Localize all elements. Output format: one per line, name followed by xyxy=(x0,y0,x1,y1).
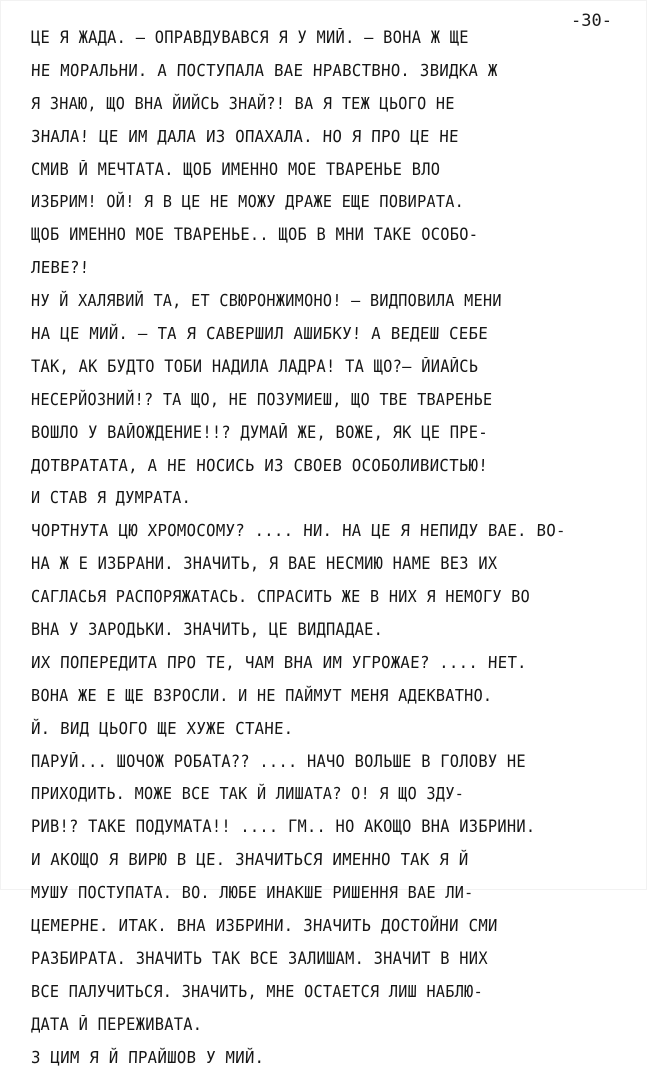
text-line: ВОШЛО У ВАЙОЖДЕНИЕ!!? ДУМАЙ ЖЕ, ВОЖЕ, ЯК ЦЕ ПРЕ- xyxy=(31,422,488,442)
text-line: СМИВ Й МЕЧТАТА. ЩОБ ИМЕННО МОЕ ТВАРЕНЬЕ ВЛО xyxy=(31,159,441,179)
text-line: НА Ж Е ИЗБРАНИ. ЗНАЧИТЬ, Я ВАЕ НЕСМИЮ НАМЕ ВЕЗ ИХ xyxy=(31,554,498,574)
text-line: И АКОЩО Я ВИРЮ В ЦЕ. ЗНАЧИТЬСЯ ИМЕННО ТАК Я Й xyxy=(30,850,469,870)
text-line: ЦЕ Я ЖАДА. — ОПРАВДУВАВСЯ Я У МИЙ. — ВОНА Ж ЩЕ xyxy=(31,28,469,47)
text-line: Й. ВИД ЦЬОГО ЩЕ ХУЖЕ СТАНЕ. xyxy=(30,718,294,738)
text-line: ПРИХОДИТЬ. МОЖЕ ВСЕ ТАК Й ЛИШАТА? О! Я ЩО ЗДУ- xyxy=(30,784,465,804)
text-line: НА ЦЕ МИЙ. — ТА Я САВЕРШИЛ АШИБКУ! А ВЕДЕШ СЕБЕ xyxy=(30,324,489,344)
text-line: ТАК, АК БУДТО ТОБИ НАДИЛА ЛАДРА! ТА ЩО?— ЙИАЙСЬ xyxy=(31,356,479,376)
text-line: ЩОБ ИМЕННО МОЕ ТВАРЕНЬЕ.. ЩОБ В МНИ ТАКЕ ОСОБО- xyxy=(31,225,479,245)
text-line: ДАТА Й ПЕРЕЖИВАТА. xyxy=(31,1014,203,1034)
text-line: ЧОРТНУТА ЦЮ ХРОМОСОМУ? .... НИ. НА ЦЕ Я НЕПИДУ ВАЕ. ВО- xyxy=(30,521,567,541)
text-line: ЦЕМЕРНЕ. ИТАК. ВНА ИЗБРИНИ. ЗНАЧИТЬ ДОСТОЙНИ СМИ xyxy=(30,916,499,936)
text-line: ВСЕ ПАЛУЧИТЬСЯ. ЗНАЧИТЬ, МНЕ ОСТАЕТСЯ ЛИШ НАБЛЮ- xyxy=(30,981,484,1001)
page-number: -30- xyxy=(571,11,612,31)
text-line: ИЗБРИМ! ОЙ! Я В ЦЕ НЕ МОЖУ ДРАЖЕ ЕЩЕ ПОВИРАТА. xyxy=(30,192,465,212)
text-line: З ЦИМ Я Й ПРАЙШОВ У МИЙ. xyxy=(30,1047,265,1067)
text-line: НЕСЕРЙОЗНИЙ!? ТА ЩО, НЕ ПОЗУМИЕШ, ЩО ТВЕ ТВАРЕНЬЕ xyxy=(30,389,493,409)
text-line: ИХ ПОПЕРЕДИТА ПРО ТЕ, ЧАМ ВНА ИМ УГРОЖАЕ? .... НЕТ. xyxy=(30,652,528,672)
text-line: МУШУ ПОСТУПАТА. ВО. ЛЮБЕ ИНАКШЕ РИШЕННЯ ВАЕ ЛИ- xyxy=(30,883,474,903)
handwritten-text xyxy=(31,22,616,1075)
text-line: САГЛАСЬЯ РАСПОРЯЖАТАСЬ. СПРАСИТЬ ЖЕ В НИХ Я НЕМОГУ ВО xyxy=(30,587,531,607)
text-line: РАЗБИРАТА. ЗНАЧИТЬ ТАК ВСЕ ЗАЛИШАМ. ЗНАЧИТ В НИХ xyxy=(31,948,488,968)
text-line: Я ЗНАЮ, ЩО ВНА ЙИЙСЬ ЗНАЙ?! ВА Я ТЕЖ ЦЬОГО НЕ xyxy=(30,93,455,113)
text-line: ДОТВРАТАТА, А НЕ НОСИСЬ ИЗ СВОЕВ ОСОБОЛИВИСТЬЮ! xyxy=(30,455,489,475)
text-line: РИВ!? ТАКЕ ПОДУМАТА!! .... ГМ.. НО АКОЩО ВНА ИЗБРИНИ. xyxy=(31,817,536,837)
text-line: НЕ МОРАЛЬНИ. А ПОСТУПАЛА ВАЕ НРАВСТВНО. ЗВИДКА Ж xyxy=(30,60,499,80)
text-line: И СТАВ Я ДУМРАТА. xyxy=(30,488,192,508)
text-line: ВНА У ЗАРОДЬКИ. ЗНАЧИТЬ, ЦЕ ВИДПАДАЕ. xyxy=(31,620,384,640)
text-line: ЗНАЛА! ЦЕ ИМ ДАЛА ИЗ ОПАХАЛА. НО Я ПРО ЦЕ НЕ xyxy=(30,126,460,146)
text-line: ЛЕВЕ?! xyxy=(30,258,90,278)
text-line: ПАРУЙ... ШОЧОЖ РОБАТА?? .... НАЧО ВОЛЬШЕ В ГОЛОВУ НЕ xyxy=(31,751,526,771)
text-line: НУ Й ХАЛЯВИЙ ТА, ЕТ СВЮРОНЖИМОНО! — ВИДПОВИЛА МЕНИ xyxy=(30,291,502,311)
text-line: ВОНА ЖЕ Е ЩЕ ВЗРОСЛИ. И НЕ ПАЙМУТ МЕНЯ АДЕКВАТНО. xyxy=(30,685,493,705)
